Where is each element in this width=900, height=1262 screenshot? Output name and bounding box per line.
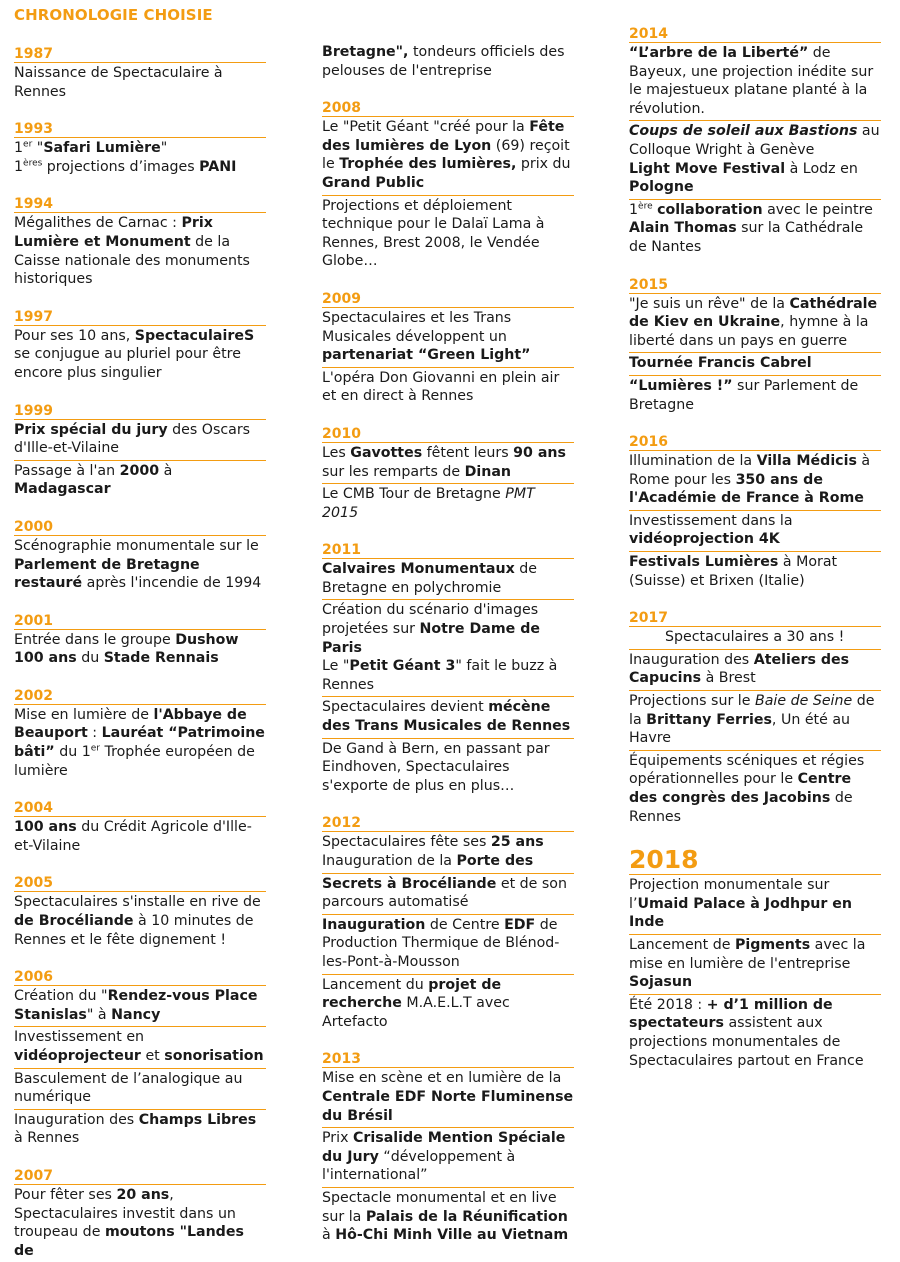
timeline-column-3	[629, 24, 881, 1072]
year-spacer	[322, 408, 574, 424]
timeline-entry: Équipements scéniques et régies opérationnelles pour le Centre des congrès des Jacobins de Rennes	[629, 752, 865, 825]
timeline-entry: Spectaculaires devient mécène des Trans Musicales de Rennes	[322, 697, 574, 738]
year-heading: 1999	[14, 401, 266, 420]
timeline-entry: “Lumières !” sur Parlement de Bretagne	[629, 377, 859, 413]
timeline-entry: Spectaculaires et les Trans Musicales développent un partenariat “Green Light”	[322, 308, 574, 368]
timeline-entry: Été 2018 : + d’1 million de spectateurs assistent aux projections monumentales de Spectaculaires partout en France	[629, 996, 864, 1069]
year-heading: 2013	[322, 1049, 574, 1068]
timeline-entry: Mégalithes de Carnac : Prix Lumière et Monument de la Caisse nationale des monuments historiques	[14, 215, 250, 288]
year-heading: 2009	[322, 289, 574, 308]
timeline-entry: Calvaires Monumentaux de Bretagne en polychromie	[322, 559, 574, 600]
year-heading: 2014	[629, 24, 881, 43]
timeline-entry: Naissance de Spectaculaire à Rennes	[14, 65, 223, 100]
year-heading: 1997	[14, 307, 266, 326]
timeline-entry: Spectaculaires fête ses 25 ans Inauguration de la Porte des	[322, 832, 574, 873]
timeline-entry: Spectaculaires a 30 ans !	[629, 627, 881, 650]
timeline-entry: Création du "Rendez-vous Place Stanislas" à Nancy	[14, 986, 266, 1027]
year-heading: 2015	[629, 275, 881, 294]
timeline-entry: "Je suis un rêve" de la Cathédrale de Kiev en Ukraine, hymne à la liberté dans un pays en guerre	[629, 294, 881, 354]
timeline-entry: Tournée Francis Cabrel	[629, 353, 881, 376]
year-spacer	[14, 501, 266, 517]
year-spacer	[629, 259, 881, 275]
timeline-entry: Projections et déploiement technique pour le Dalaï Lama à Rennes, Brest 2008, le Vendée Globe…	[322, 197, 545, 270]
timeline-entry: Projections sur le Baie de Seine de la Brittany Ferries, Un été au Havre	[629, 691, 881, 751]
year-spacer	[629, 416, 881, 432]
timeline-entry: 1ère collaboration avec le peintre Alain Thomas sur la Cathédrale de Nantes	[629, 201, 873, 255]
timeline-entry: Prix spécial du jury des Oscars d'Ille-et-Vilaine	[14, 420, 266, 461]
year-spacer	[14, 670, 266, 686]
timeline-entry: Projection monumentale sur l’Umaid Palace à Jodhpur en Inde	[629, 875, 881, 935]
timeline-entry: Spectaculaires s'installe en rive de de Brocéliande à 10 minutes de Rennes et le fête dignement !	[14, 894, 261, 948]
timeline-entry: Pour ses 10 ans, SpectaculaireS se conjugue au pluriel pour être encore plus singulier	[14, 327, 255, 381]
timeline-entry: 1er "Safari Lumière" 1ères projections d’images PANI	[14, 139, 237, 175]
timeline-entry: Illumination de la Villa Médicis à Rome pour les 350 ans de l'Académie de France à Rome	[629, 451, 881, 511]
year-spacer	[629, 592, 881, 608]
year-spacer	[322, 797, 574, 813]
timeline-entry: 100 ans du Crédit Agricole d'Ille-et-Vilaine	[14, 819, 252, 854]
timeline-entry: Spectacle monumental et en live sur la Palais de la Réunification à Hô-Chi Minh Ville au Vietnam	[322, 1189, 569, 1244]
timeline-entry: Prix Crisalide Mention Spéciale du Jury “développement à l'international”	[322, 1128, 574, 1188]
year-spacer	[14, 103, 266, 119]
year-spacer	[14, 385, 266, 401]
timeline-entry: Création du scénario d'images projetées sur Notre Dame de Paris Le "Petit Géant 3" fait le buzz à Rennes	[322, 600, 574, 697]
year-heading: 2012	[322, 813, 574, 832]
timeline-entry: Inauguration des Champs Libres à Rennes	[14, 1111, 257, 1147]
timeline-entry: Festivals Lumières à Morat (Suisse) et Brixen (Italie)	[629, 554, 838, 589]
year-spacer	[629, 828, 881, 844]
year-spacer	[322, 1033, 574, 1049]
timeline-entry: Secrets à Brocéliande et de son parcours automatisé	[322, 874, 574, 915]
year-heading: 1987	[14, 44, 266, 63]
timeline-entry: Inauguration des Ateliers des Capucins à Brest	[629, 650, 881, 691]
year-heading: 2007	[14, 1166, 266, 1185]
timeline-column-2	[322, 42, 574, 1247]
year-heading: 2006	[14, 967, 266, 986]
timeline-entry: Passage à l'an 2000 à Madagascar	[14, 462, 173, 498]
year-spacer	[14, 782, 266, 798]
year-spacer	[322, 524, 574, 540]
timeline-entry: Mise en lumière de l'Abbaye de Beauport : Lauréat “Patrimoine bâti” du 1er Trophée européen de lumière	[14, 706, 265, 779]
timeline-entry: Lancement de Pigments avec la mise en lumière de l'entreprise Sojasun	[629, 935, 881, 995]
timeline-entry: Scénographie monumentale sur le Parlement de Bretagne restauré après l'incendie de 1994	[14, 537, 262, 592]
timeline-entry: Lancement du projet de recherche M.A.E.L.T avec Artefacto	[322, 976, 510, 1030]
timeline-entry: Investissement dans la vidéoprojection 4K	[629, 511, 881, 552]
year-heading: 1993	[14, 119, 266, 138]
year-spacer	[14, 951, 266, 967]
year-heading: 2008	[322, 98, 574, 117]
timeline-entry: De Gand à Bern, en passant par Eindhoven, Spectaculaires s'exporte de plus en plus…	[322, 740, 550, 794]
timeline-entry: Le "Petit Géant "créé pour la Fête des lumières de Lyon (69) reçoit le Trophée des lumières, prix du Grand Public	[322, 117, 574, 195]
year-heading: 2018	[629, 844, 881, 875]
year-heading: 2017	[629, 608, 881, 627]
timeline-entry: “L’arbre de la Liberté” de Bayeux, une projection inédite sur le majestueux platane planté à la révolution.	[629, 43, 881, 121]
timeline-entry: Inauguration de Centre EDF de Production Thermique de Blénod-les-Pont-à-Mousson	[322, 915, 574, 975]
year-heading: 2002	[14, 686, 266, 705]
timeline-entry: Mise en scène et en lumière de la Centrale EDF Norte Fluminense du Brésil	[322, 1068, 574, 1128]
year-heading: 2011	[322, 540, 574, 559]
year-spacer	[14, 595, 266, 611]
year-spacer	[14, 857, 266, 873]
timeline-entry: L'opéra Don Giovanni en plein air et en direct à Rennes	[322, 369, 560, 405]
timeline-entry: Les Gavottes fêtent leurs 90 ans sur les remparts de Dinan	[322, 443, 574, 484]
year-heading: 2004	[14, 798, 266, 817]
year-spacer	[322, 273, 574, 289]
year-heading: 2005	[14, 873, 266, 892]
timeline-entry: Coups de soleil aux Bastions au Colloque Wright à Genève Light Move Festival à Lodz en Pologne	[629, 121, 881, 199]
timeline-entry: Bretagne", tondeurs officiels des pelouses de l'entreprise	[322, 44, 565, 79]
timeline-entry: Pour fêter ses 20 ans, Spectaculaires investit dans un troupeau de moutons "Landes de	[14, 1186, 244, 1259]
page-heading: CHRONOLOGIE CHOISIE	[14, 6, 213, 24]
timeline-entry: Entrée dans le groupe Dushow 100 ans du Stade Rennais	[14, 631, 239, 667]
timeline-column-1	[14, 44, 266, 1262]
timeline-entry: Basculement de l’analogique au numérique	[14, 1069, 266, 1110]
year-heading: 2001	[14, 611, 266, 630]
year-spacer	[322, 82, 574, 98]
year-heading: 2000	[14, 517, 266, 536]
year-spacer	[14, 1150, 266, 1166]
year-heading: 2016	[629, 432, 881, 451]
timeline-entry: Le CMB Tour de Bretagne PMT 2015	[322, 486, 535, 521]
year-spacer	[14, 291, 266, 307]
year-spacer	[14, 178, 266, 194]
year-heading: 1994	[14, 194, 266, 213]
year-heading: 2010	[322, 424, 574, 443]
timeline-entry: Investissement en vidéoprojecteur et sonorisation	[14, 1027, 266, 1068]
